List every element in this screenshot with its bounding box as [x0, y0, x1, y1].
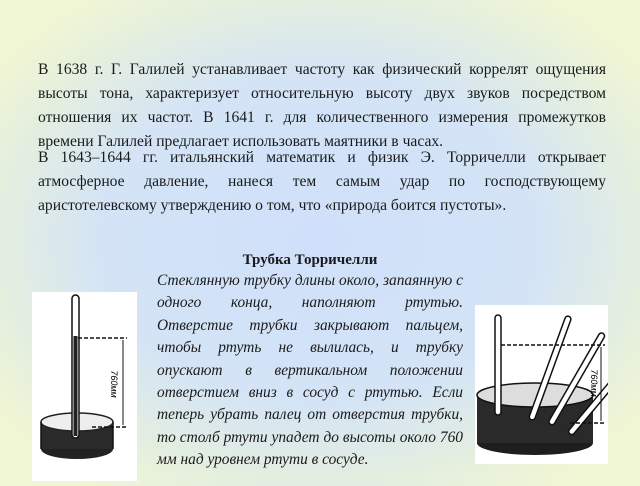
torricelli-tube-title: Трубка Торричелли: [242, 252, 378, 268]
torricelli-paragraph: В 1643–1644 гг. итальянский математик и физик Э. Торричелли открывает атмосферное давление, нанеся тем самым удар по господствующему аристотелевскому утверждению о том, что «природа боится пустоты».: [38, 149, 606, 214]
galileo-paragraph: В 1638 г. Г. Галилей устанавливает частоту как физический коррелят ощущения высоты тона, характеризует относительную высоту двух звуков посредством отношения их частот. В 1641 г. для количественного измерения промежутков времени Галилей предлагает использовать маятники в часах.: [38, 61, 606, 150]
height-label: 760мм: [109, 370, 119, 398]
torricelli-tilted-tubes-figure: [475, 305, 608, 464]
torricelli-tube-description: Стеклянную трубку длины около, запаянную с одного конца, наполняют ртутью. Отверстие трубки закрывают пальцем, чтобы ртуть не вылилась, и трубку опускают в вертикальном положении отверстием вниз в сосуд с ртутью. Если теперь убрать палец от отверстия трубки, то столб ртути упадет до высоты около 760 мм над уровнем ртути в сосуде.: [157, 272, 463, 469]
torricelli-tube-figure: [32, 292, 137, 481]
height-label: 760мм: [589, 369, 599, 397]
